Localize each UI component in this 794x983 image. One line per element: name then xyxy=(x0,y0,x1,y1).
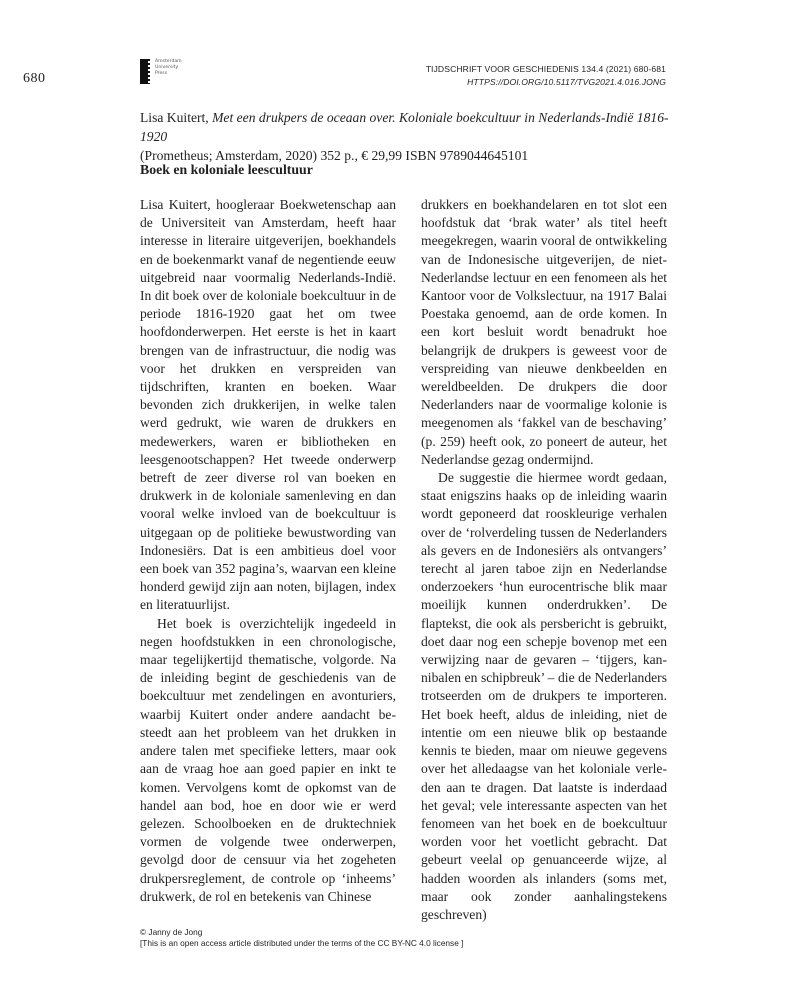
paragraph: drukkers en boekhandelaren en tot slot een hoofdstuk dat ‘brak water’ als titel heeft meegekregen, waarin vooral de ontwikkeling van de Indonesische uitgeverijen, de niet-Nederlandse lectuur en een fenomeen als het Kantoor voor de Volkslectuur, na 1917 Balai Poestaka genoemd, aan de orde komen. In een kort besluit wordt benadrukt hoe belangrijk de drukpers is geweest voor de verspreiding van nieuwe denkbeelden en wereldbeelden. De drukpers die door Nederlanders naar de voormalige kolonie is meegenomen als ‘fakkel van de beschaving’ (p. 259) heeft ook, zo poneert de auteur, het Nederlandse gezag ondermijnd. xyxy=(421,197,667,467)
logo-line: University xyxy=(155,65,179,70)
paragraph: Het boek is overzichtelijk ingedeeld in negen hoofdstukken in een chronologische, maar tegelijkertijd thematische, volgorde. Na de inleiding begint de geschiedenis van de boekcultuur met zendelingen en avonturiers, waarbij Kuitert onder andere aandacht besteedt aan het probleem van het drukken in andere talen met specifieke letters, maar ook aan de vraag hoe aan goed papier en inkt te komen. Vervolgens komt de opkomst van de handel aan bod, hoe en door wie er werd gelezen. Schoolboeken en de druktechniek vormen de volgende twee onderwerpen, gevolgd door de censuur via het zogeheten drukpersreglement, de controle op ‘inheems’ drukwerk, de rol en betekenis van Chinese xyxy=(140,615,396,904)
doi-link[interactable]: HTTPS://DOI.ORG/10.5117/TVG2021.4.016.JONG xyxy=(467,77,666,87)
logo-line: Amsterdam xyxy=(155,59,182,64)
book-author: Lisa Kuitert, xyxy=(140,110,213,125)
publisher-logo-text xyxy=(155,59,182,77)
book-citation xyxy=(140,108,680,165)
page-footer xyxy=(140,927,463,949)
paragraph: De suggestie die hiermee wordt gedaan, staat enigszins haaks op de inleiding waarin wordt geponeerd dat rooskleurige verhalen over de ‘rolverdeling tussen de Nederlanders als gevers en de Indonesiërs als ontvangers’ terecht al jaren taboe zijn en Nederlandse onderzoekers ‘hun eurocentrische blik maar moeilijk kunnen onderdrukken’. De flaptekst, die ook als persbericht is gebruikt, doet daar nog een schepje bovenop met een verwijzing naar de gevaren – ‘tijgers, kannibalen en schipbreuk’ – die de Nederlanders trotseerden om de drukpers te importeren. Het boek heeft, aldus de inleiding, niet de intentie om een nieuwe blik op bestaande kennis te bieden, maar om nieuwe gegevens over het alledaagse van het koloniale verleden aan te dragen. Dat laatste is inderdaad het geval; vele interessante aspecten van het fenomeen van het boek en de boekcultuur worden voor het voetlicht gebracht. Dat gebeurt veelal op genuanceerde wijze, al hadden woorden als inlanders (soms met, maar ook zonder aanhalingstekens geschreven) xyxy=(421,470,667,922)
text-column-right xyxy=(421,196,667,924)
review-heading: Boek en koloniale leescultuur xyxy=(140,162,313,177)
book-title: Met een drukpers de oceaan over. Koloniale boekcultuur in Nederlands-Indië 1816-1920 xyxy=(140,110,669,144)
journal-citation: TIJDSCHRIFT VOOR GESCHIEDENIS 134.4 (2021) 680-681 xyxy=(425,64,666,74)
paragraph: Lisa Kuitert, hoogleraar Boekwetenschap aan de Universiteit van Amsterdam, heeft haar interesse in literaire uitgeverijen, boekhandels en de boekenmarkt vanaf de negentiende eeuw uitgebreid naar voormalig Nederlands-Indië. In dit boek over de koloniale boekcultuur in de periode 1816-1920 gaat het om twee hoofdonderwerpen. Het eerste is het in kaart brengen van de infrastructuur, die nodig was voor het drukken en verspreiden van tijdschriften, kranten en boeken. Waar bevonden zich drukkerijen, in welke talen werd gedrukt, wie waren de drukkers en medewerkers, waren er bibliotheken en leesgenootschappen? Het tweede onderwerp betreft de zeer diverse rol van boeken en drukwerk in de koloniale samenleving en dan vooral welke invloed van de boekcultuur is uitgegaan op de politieke bewustwording van Indonesiërs. Dat is een ambitieus doel voor een boek van 352 pagina’s, waarvan een kleine honderd gewijd zijn aan noten, bijlagen, index en literatuurlijst. xyxy=(140,197,396,613)
amsterdam-university-press-logo-icon xyxy=(140,59,148,84)
copyright-notice: © Janny de Jong xyxy=(140,927,203,937)
page-number: 680 xyxy=(23,71,46,86)
license-notice: [This is an open access article distributed under the terms of the CC BY-NC 4.0 license ] xyxy=(140,938,464,948)
text-column-left xyxy=(140,196,396,906)
publisher-logo xyxy=(140,59,210,85)
journal-reference xyxy=(426,63,666,89)
logo-line: Press xyxy=(155,71,168,76)
book-publication-details: (Prometheus; Amsterdam, 2020) 352 p., € 29,99 ISBN 9789044645101 xyxy=(140,148,529,163)
